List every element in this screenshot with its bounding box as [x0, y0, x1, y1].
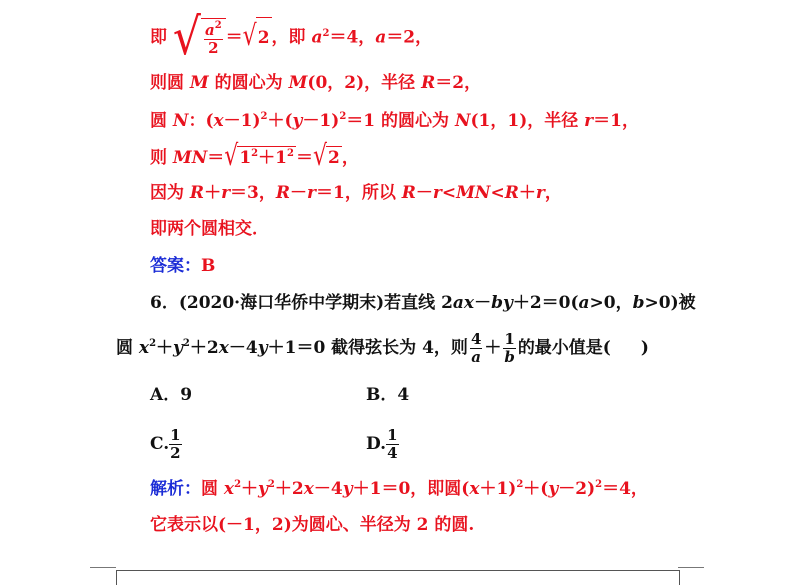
option-d[interactable]: D. $\frac{1}{4}$	[366, 426, 398, 462]
option-b[interactable]: B．4	[366, 385, 410, 405]
question-6-line-2: 圆 $x^2+y^2+2x-4y+1=0$ 截得弦长为 4，则 $\frac{4}{a}$ ＋ $\frac{1}{b}$ 的最小值是( )	[116, 330, 649, 366]
page-bottom-frame	[116, 570, 680, 585]
solution-line-5: 因为 R＋r＝3，R－r＝1，所以 R－r<MN<R＋r，	[150, 183, 562, 203]
analysis-line-1: 解析：圆 $x^2+y^2+2x-4y+1=0$，即圆$(x+1)^2+(y-2)^2=4$，	[150, 479, 648, 499]
page-corner-left	[90, 567, 116, 568]
analysis-line-2: 它表示以(－1，2)为圆心、半径为 2 的圆.	[150, 515, 475, 535]
solution-line-2: 则圆 M 的圆心为 M(0，2)，半径 R＝2，	[150, 73, 482, 93]
solution-line-1: 即 √ $\frac{a^2}{2}$ ＝√2 ，即 $a^2=4$，a＝2，	[150, 8, 433, 67]
solution-line-4: 则 $MN=√1^2+1^2 =√2$ ，	[150, 140, 359, 173]
option-c[interactable]: C. $\frac{1}{2}$	[150, 426, 181, 462]
solution-line-3: 圆 N：$(x-1)^2+(y-1)^2=1$ 的圆心为 N(1，1)，半径 r＝1，	[150, 111, 639, 131]
sqrt-fraction: √ $\frac{a^2}{2}$	[173, 16, 226, 60]
solution-line-6: 即两个圆相交．	[150, 219, 269, 239]
answer-line	[150, 255, 215, 277]
question-6-line-1: 6．(2020·海口华侨中学期末)若直线 2ax－by＋2＝0(a>0，b>0)被	[150, 293, 696, 313]
answer-label: 答案：	[150, 256, 201, 276]
page-corner-right	[678, 567, 704, 568]
option-a[interactable]: A．9	[150, 385, 193, 405]
fraction-1-over-b: $\frac{1}{b}$	[504, 330, 515, 366]
analysis-label: 解析：	[150, 479, 201, 499]
answer-value: B	[201, 256, 216, 276]
fraction-4-over-a: $\frac{4}{a}$	[470, 330, 482, 366]
